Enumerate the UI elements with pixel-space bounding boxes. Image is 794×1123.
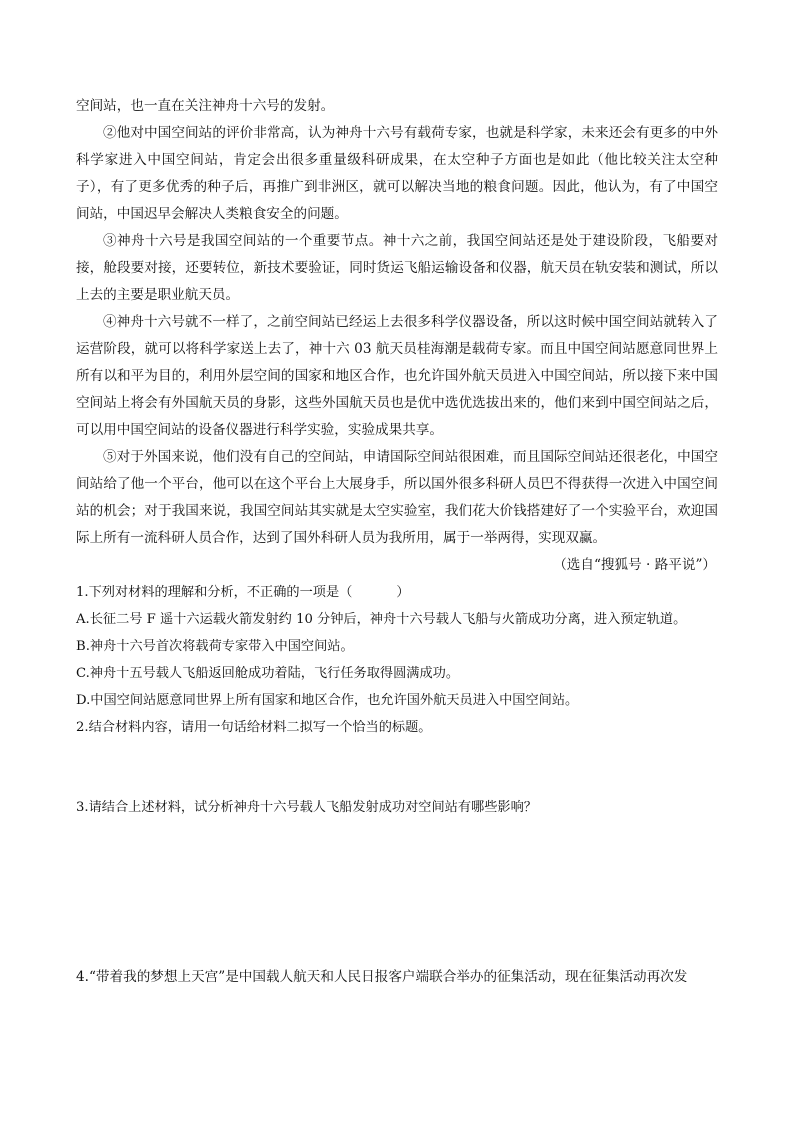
page-content (76, 93, 718, 991)
answer-space-question-2 (76, 741, 718, 794)
passage-paragraph-2: ②他对中国空间站的评价非常高，认为神舟十六号有载荷专家，也就是科学家，未来还会有更多的中外科学家进入中国空间站，肯定会出很多重量级科研成果，在太空种子方面也是如此（他比较关注太空种子），有了更多优秀的种子后，再推广到非洲区，就可以解决当地的粮食问题。因此，他认为，有了中国空间站，中国迟早会解决人类粮食安全的问题。 (76, 125, 718, 222)
question-1-stem-end: ） (396, 585, 410, 600)
passage-source: （选自“搜狐号 · 路平说”） (553, 557, 716, 573)
question-1-stem-text: 1.下列对材料的理解和分析，不正确的一项是（ (76, 585, 353, 600)
passage-paragraph-5: ⑤对于外国来说，他们没有自己的空间站，申请国际空间站很困难，而且国际空间站还很老化，中国空间站给了他一个平台，他可以在这个平台上大展身手，所以国外很多科研人员巴不得获得一次进入中国空间站的机会；对于我国来说，我国空间站其实就是太空实验室，我们花大价钱搭建好了一个实验平台，欢迎国际上所有一流科研人员合作，达到了国外科研人员为我所用，属于一举两得，实现双赢。 (76, 449, 718, 546)
question-4: 4.“带着我的梦想上天宫”是中国载人航天和人民日报客户端联合举办的征集活动，现在征集活动再次发 (76, 969, 688, 985)
passage-continuation: 空间站，也一直在关注神舟十六号的发射。 (76, 98, 335, 114)
passage-paragraph-4: ④神舟十六号就不一样了，之前空间站已经运上去很多科学仪器设备，所以这时候中国空间站就转入了运营阶段，就可以将科学家送上去了，神十六 03 航天员桂海潮是载荷专家。而且中国空间站愿意同世界上所有以和平为目的，利用外层空间的国家和地区合作，也允许国外航天员进入中国空间站，所以接下来中国空间站上将会有外国航天员的身影，这些外国航天员也是优中选优选拔出来的，他们来到中国空间站之后，可以用中国空间站的设备仪器进行科学实验，实验成果共享。 (76, 314, 718, 438)
question-1-option-d: D.中国空间站愿意同世界上所有国家和地区合作，也允许国外航天员进入中国空间站。 (76, 693, 579, 708)
question-1-stem (76, 579, 718, 606)
question-2: 2.结合材料内容，请用一句话给材料二拟写一个恰当的标题。 (76, 720, 432, 735)
question-1-option-c: C.神舟十五号载人飞船返回舱成功着陆，飞行任务取得圆满成功。 (76, 666, 460, 681)
question-1-option-b: B.神舟十六号首次将载荷专家带入中国空间站。 (76, 639, 354, 654)
question-1-option-a: A.长征二号 F 遥十六运载火箭发射约 10 分钟后，神舟十六号载人飞船与火箭成功分离，进入预定轨道。 (76, 612, 687, 627)
question-3: 3.请结合上述材料，试分析神舟十六号载人飞船发射成功对空间站有哪些影响？ (76, 800, 537, 815)
passage-paragraph-3: ③神舟十六号是我国空间站的一个重要节点。神十六之前，我国空间站还是处于建设阶段，飞船要对接，舱段要对接，还要转位，新技术要验证，同时货运飞船运输设备和仪器，航天员在轨安装和测试，所以上去的主要是职业航天员。 (76, 233, 718, 303)
answer-space-question-3 (76, 821, 718, 964)
